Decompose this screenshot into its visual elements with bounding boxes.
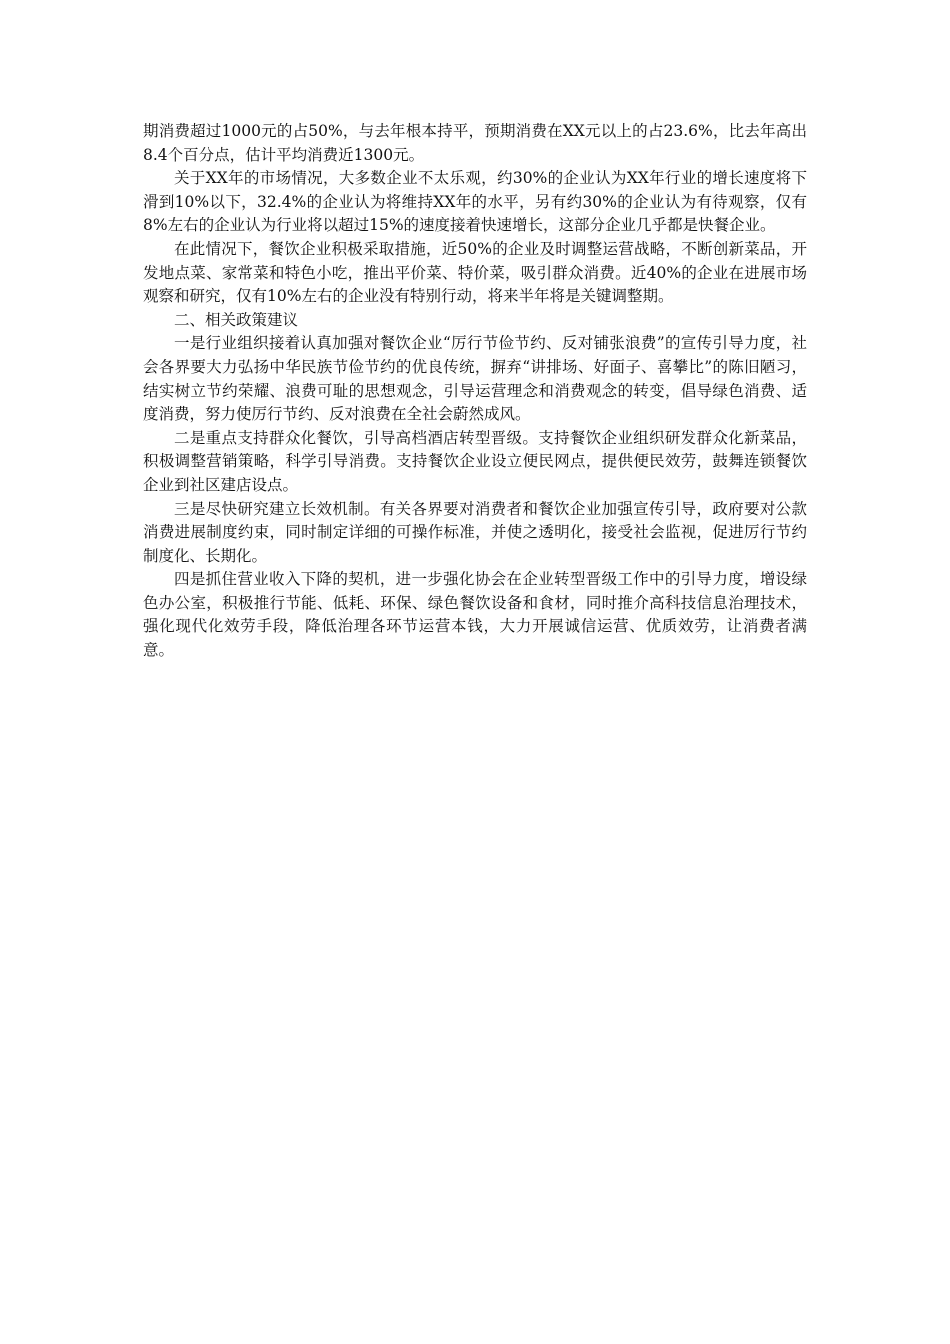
paragraph-continuation: 期消费超过1000元的占50%，与去年根本持平，预期消费在XX元以上的占23.6%，比去年高出8.4个百分点，估计平均消费近1300元。 bbox=[143, 122, 807, 164]
paragraph-suggestion-four: 四是抓住营业收入下降的契机，进一步强化协会在企业转型晋级工作中的引导力度，增设绿色办公室，积极推行节能、低耗、环保、绿色餐饮设备和食材，同时推介高科技信息治理技术，强化现代化效劳手段，降低治理各环节运营本钱，大力开展诚信运营、优质效劳，让消费者满意。 bbox=[143, 570, 807, 660]
document-body bbox=[143, 120, 807, 663]
paragraph-enterprise-measures: 在此情况下，餐饮企业积极采取措施，近50%的企业及时调整运营战略，不断创新菜品，开发地点菜、家常菜和特色小吃，推出平价菜、特价菜，吸引群众消费。近40%的企业在进展市场观察和研究，仅有10%左右的企业没有特别行动，将来半年将是关键调整期。 bbox=[143, 239, 807, 306]
section-heading-policy-suggestions: 二、相关政策建议 bbox=[174, 310, 299, 329]
paragraph-market-outlook: 关于XX年的市场情况，大多数企业不太乐观，约30%的企业认为XX年行业的增长速度将下滑到10%以下，32.4%的企业认为将维持XX年的水平，另有约30%的企业认为有待观察，仅有8%左右的企业认为行业将以超过15%的速度接着快速增长，这部分企业几乎都是快餐企业。 bbox=[143, 169, 807, 235]
paragraph-suggestion-one: 一是行业组织接着认真加强对餐饮企业“厉行节俭节约、反对铺张浪费”的宣传引导力度，社会各界要大力弘扬中华民族节俭节约的优良传统，摒弃“讲排场、好面子、喜攀比”的陈旧陋习，结实树立节约荣耀、浪费可耻的思想观念，引导运营理念和消费观念的转变，倡导绿色消费、适度消费，努力使厉行节约、反对浪费在全社会蔚然成风。 bbox=[143, 334, 807, 424]
paragraph-suggestion-two: 二是重点支持群众化餐饮，引导高档酒店转型晋级。支持餐饮企业组织研发群众化新菜品，积极调整营销策略，科学引导消费。支持餐饮企业设立便民网点，提供便民效劳，鼓舞连锁餐饮企业到社区建店设点。 bbox=[143, 428, 807, 494]
paragraph-suggestion-three: 三是尽快研究建立长效机制。有关各界要对消费者和餐饮企业加强宣传引导，政府要对公款消费进展制度约束，同时制定详细的可操作标准，并使之透明化，接受社会监视，促进厉行节约制度化、长期化。 bbox=[143, 499, 807, 565]
